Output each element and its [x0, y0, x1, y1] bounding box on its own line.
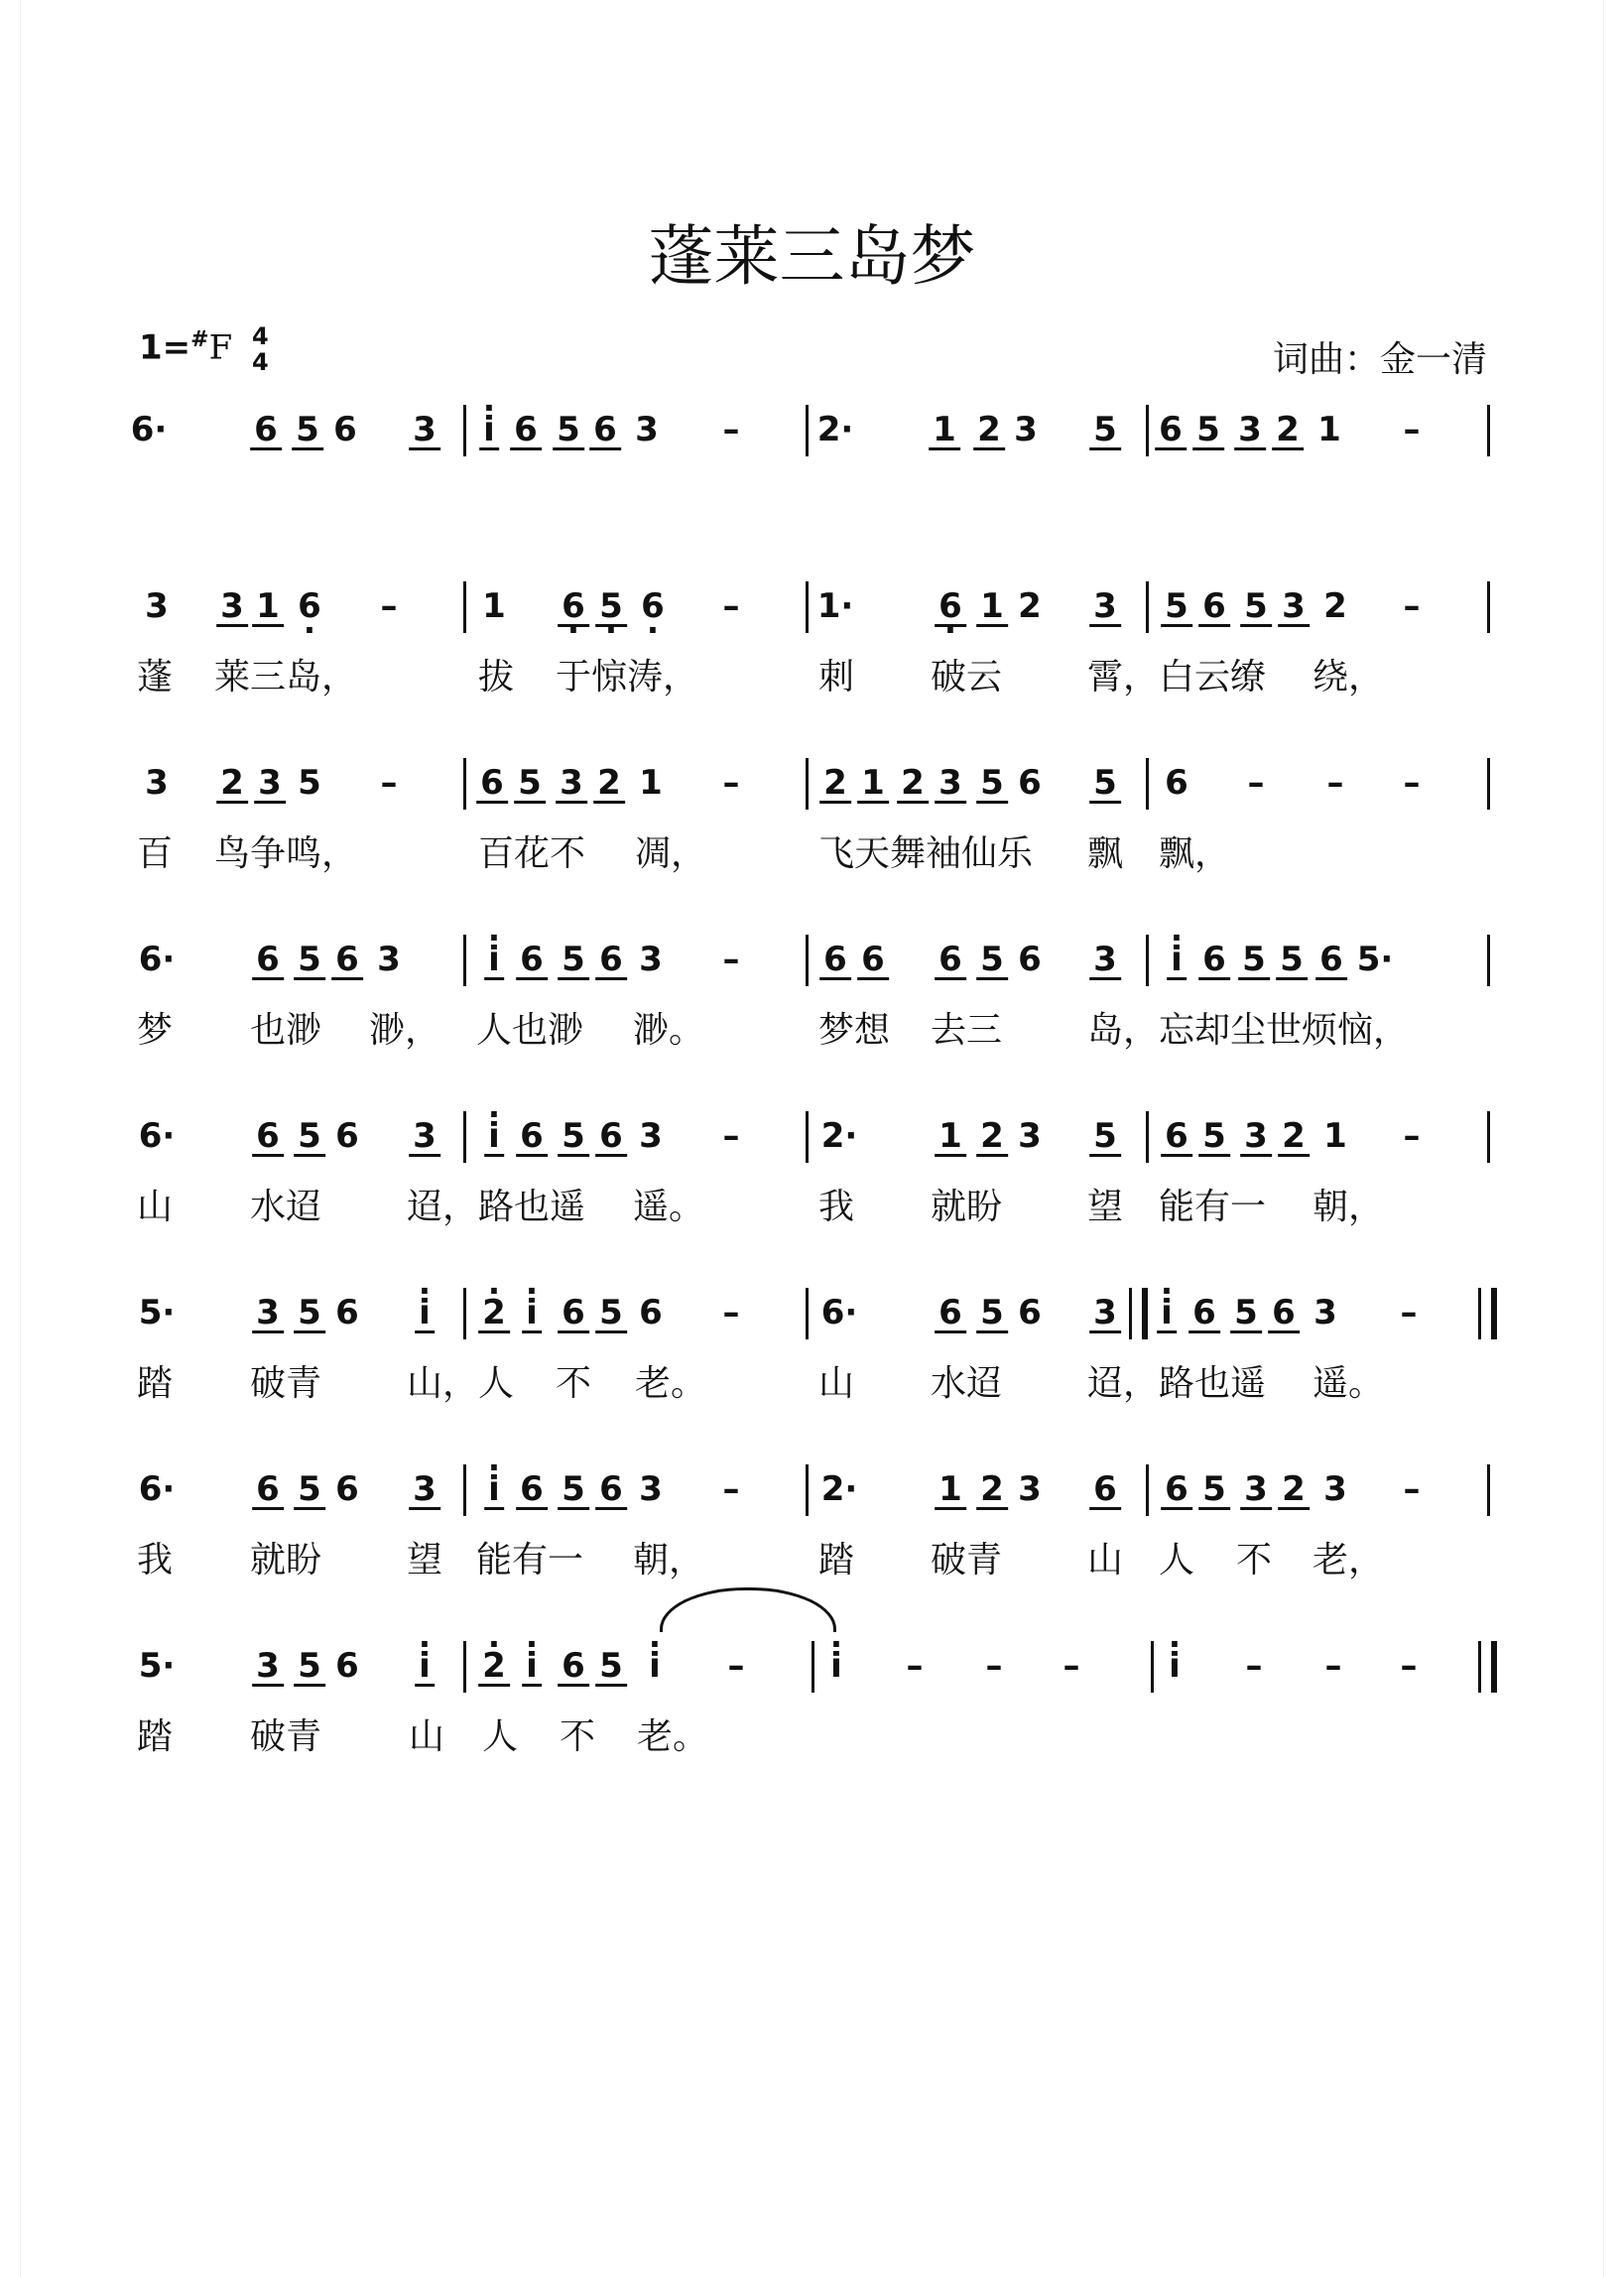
lyric: 梦想	[818, 1010, 891, 1051]
lyric: 拔	[478, 657, 515, 697]
barline	[463, 1288, 466, 1339]
barline	[1487, 1111, 1490, 1163]
barline	[1487, 758, 1490, 810]
note: 6	[562, 1288, 585, 1337]
note: · i	[1161, 1288, 1173, 1337]
note: 6	[593, 405, 617, 454]
barline	[1151, 1641, 1154, 1693]
note: 6·	[138, 940, 176, 979]
note: 6	[599, 1464, 623, 1514]
note: 6	[254, 405, 278, 454]
dash: –	[906, 1646, 924, 1686]
note: 5	[1242, 935, 1266, 984]
dash: –	[1247, 763, 1265, 803]
note: · i	[488, 935, 500, 984]
barline	[463, 1464, 466, 1516]
note: 6	[938, 935, 962, 984]
key-signature	[139, 323, 269, 375]
note: 5	[1280, 935, 1304, 984]
note: 1	[933, 405, 956, 454]
note: 3	[1282, 581, 1306, 631]
lyrics-line-1	[0, 653, 1624, 702]
lyric: 遥。	[1312, 1363, 1385, 1404]
note: 6	[256, 1111, 280, 1161]
note: 2·	[820, 1469, 858, 1509]
dash: –	[722, 763, 740, 803]
note: 2	[901, 758, 925, 808]
barline	[806, 581, 809, 633]
lyrics-line-7	[0, 1712, 1624, 1762]
note: 3	[639, 1469, 663, 1509]
note: 5	[1093, 758, 1117, 808]
note: 6	[333, 410, 357, 449]
lyric: 迢，路也遥	[1087, 1363, 1267, 1404]
lyric: 朝，	[1312, 1187, 1385, 1227]
note: 5	[599, 1288, 623, 1337]
note: 6	[1272, 1288, 1296, 1337]
note: 3	[1323, 1469, 1347, 1509]
note: · i	[419, 1288, 431, 1337]
note: 5	[562, 1464, 585, 1514]
lyric: 朝，	[633, 1540, 705, 1581]
note: · i	[830, 1641, 842, 1691]
note: 5	[1196, 405, 1220, 454]
staff-line-7	[0, 1464, 1624, 1514]
lyrics-line-2	[0, 829, 1624, 879]
note: 6·	[130, 410, 168, 449]
lyric: 山	[1087, 1540, 1124, 1581]
dash: –	[1403, 1469, 1421, 1509]
note: 3	[1018, 1469, 1042, 1509]
dash: –	[722, 410, 740, 449]
note: 6·	[820, 1293, 858, 1332]
lyric: 于惊涛，	[556, 657, 699, 697]
note: 3	[256, 1641, 280, 1691]
lyric: 能有一	[1159, 1187, 1267, 1227]
note: 6	[1018, 763, 1042, 803]
note: 5	[980, 935, 1004, 984]
staff-line-3	[0, 758, 1624, 808]
note: 3	[258, 758, 282, 808]
lyric: 遥。	[633, 1187, 705, 1227]
barline	[1146, 1464, 1149, 1516]
note: · i	[526, 1288, 538, 1337]
lyric: 山	[818, 1363, 855, 1404]
dash: –	[985, 1646, 1003, 1686]
note: 3	[1018, 1116, 1042, 1156]
note: 5·	[138, 1293, 176, 1332]
note: 1	[861, 758, 885, 808]
lyric: 我	[818, 1187, 855, 1227]
dash: –	[722, 1116, 740, 1156]
final-double-barline	[1478, 1288, 1497, 1339]
lyric: 去三	[931, 1010, 1003, 1051]
note: 5	[296, 405, 319, 454]
note: 1	[980, 581, 1004, 631]
dash: –	[1324, 1646, 1342, 1686]
note: 3	[256, 1288, 280, 1337]
note: 3	[1313, 1293, 1337, 1332]
lyric: 也渺	[250, 1010, 322, 1051]
lyric: 霄，白云缭	[1087, 657, 1267, 697]
note: 3	[1244, 1464, 1268, 1514]
lyric: 飘	[1087, 833, 1124, 874]
note: 1·	[816, 586, 854, 626]
note: 5	[557, 405, 580, 454]
note: 5	[298, 1111, 321, 1161]
note: 3	[1014, 410, 1038, 449]
note: 3	[413, 1464, 437, 1514]
dash: –	[380, 763, 398, 803]
note: 3	[560, 758, 583, 808]
note: 6	[823, 935, 847, 984]
note: 6	[861, 935, 885, 984]
note: · i	[483, 405, 495, 454]
note: 6	[520, 1464, 544, 1514]
dash: –	[1326, 763, 1344, 803]
dash: –	[380, 586, 398, 626]
note: 6·	[138, 1116, 176, 1156]
dash: –	[1400, 1646, 1418, 1686]
barline	[1146, 935, 1149, 986]
note: 6	[335, 1293, 359, 1332]
note: 2·	[816, 410, 854, 449]
key-note: F	[208, 327, 233, 368]
note: 6	[480, 758, 504, 808]
note: 2	[980, 1111, 1004, 1161]
note: 6	[938, 1288, 962, 1337]
note: · 2	[482, 1288, 506, 1337]
lyric: 破青	[250, 1363, 322, 1404]
lyric: 望	[1087, 1187, 1124, 1227]
note: · i	[488, 1464, 500, 1514]
barline	[463, 1641, 466, 1693]
note: · 6	[938, 581, 962, 631]
barline	[1146, 1111, 1149, 1163]
note: 5	[980, 758, 1004, 808]
note: 6	[1202, 581, 1226, 631]
note: · i	[526, 1641, 538, 1691]
note: 5	[1093, 405, 1117, 454]
note: 6	[1159, 405, 1183, 454]
note: 6	[1165, 1464, 1188, 1514]
dash: –	[1403, 586, 1421, 626]
note: 1	[482, 586, 506, 626]
lyric: 能有一	[476, 1540, 584, 1581]
note: 6	[335, 935, 359, 984]
staff-line-4	[0, 935, 1624, 984]
dash: –	[1062, 1646, 1080, 1686]
note: 3	[1093, 581, 1117, 631]
lyrics-line-5	[0, 1359, 1624, 1409]
note: 3	[635, 410, 659, 449]
note: 2·	[820, 1116, 858, 1156]
note: 6	[335, 1116, 359, 1156]
note: 6	[256, 935, 280, 984]
lyric: 不	[556, 1363, 592, 1404]
lyrics-line-3	[0, 1006, 1624, 1056]
lyric: 凋，	[635, 833, 707, 874]
lyric: 莱三岛，	[214, 657, 358, 697]
note: 6	[1165, 1111, 1188, 1161]
time-signature	[252, 323, 269, 375]
dash: –	[722, 586, 740, 626]
dash: –	[727, 1646, 745, 1686]
song-title: 蓬莱三岛梦	[648, 218, 976, 295]
note: 5	[1244, 581, 1268, 631]
note: 5·	[138, 1646, 176, 1686]
lyric: 百	[137, 833, 174, 874]
note: · 6	[562, 581, 585, 631]
note: 2	[1282, 1464, 1306, 1514]
note: 2	[1018, 586, 1042, 626]
note: 5	[562, 935, 585, 984]
note: 6	[335, 1469, 359, 1509]
note: 1	[938, 1464, 962, 1514]
lyric: 就盼	[931, 1187, 1003, 1227]
note: · 6	[641, 581, 665, 631]
barline	[1487, 1464, 1490, 1516]
note: · i	[1171, 935, 1183, 984]
note: 6	[514, 405, 538, 454]
final-double-barline	[1478, 1641, 1497, 1693]
note: 2	[220, 758, 244, 808]
staff-line-1	[0, 405, 1624, 454]
note: 3	[1093, 935, 1117, 984]
note: 1	[1317, 410, 1341, 449]
lyric: 人也渺	[476, 1010, 584, 1051]
sharp-sign: #	[190, 327, 209, 353]
lyrics-line-6	[0, 1536, 1624, 1585]
lyric: 老，	[1312, 1540, 1385, 1581]
lyric: 渺，	[369, 1010, 441, 1051]
lyric: 山，人	[407, 1363, 515, 1404]
note: 6	[256, 1464, 280, 1514]
note: 2	[823, 758, 847, 808]
note: 2	[1282, 1111, 1306, 1161]
lyric: 鸟争鸣，	[214, 833, 358, 874]
note: 3	[639, 1116, 663, 1156]
lyrics-line-4	[0, 1183, 1624, 1232]
dash: –	[1403, 763, 1421, 803]
lyric: 人	[1159, 1540, 1195, 1581]
staff-line-2	[0, 581, 1624, 631]
dash: –	[722, 1293, 740, 1332]
lyric: 破青	[931, 1540, 1003, 1581]
lyric: 踏	[137, 1716, 174, 1757]
barline	[806, 1464, 809, 1516]
dash: –	[1403, 410, 1421, 449]
note: 3	[413, 1111, 437, 1161]
barline	[1146, 758, 1149, 810]
note: 5·	[1356, 940, 1394, 979]
lyric: 不	[1236, 1540, 1273, 1581]
note: 6·	[138, 1469, 176, 1509]
note: 6	[1319, 935, 1343, 984]
double-barline	[1129, 1288, 1148, 1339]
note: 1	[256, 581, 280, 631]
note: 1	[938, 1111, 962, 1161]
note: 3	[1238, 405, 1262, 454]
lyric: 水迢	[931, 1363, 1003, 1404]
lyric: 就盼	[250, 1540, 322, 1581]
lyric: 山	[409, 1716, 445, 1757]
lyric: 破云	[931, 657, 1003, 697]
barline	[806, 1288, 809, 1339]
lyric: 岛，忘却尘世烦恼，	[1087, 1010, 1410, 1051]
barline	[1487, 935, 1490, 986]
lyric: 飘，	[1159, 833, 1231, 874]
dash: –	[1403, 1116, 1421, 1156]
lyric: 破青	[250, 1716, 322, 1757]
note: 6	[520, 935, 544, 984]
dash: –	[722, 1469, 740, 1509]
lyric: 踏	[137, 1363, 174, 1404]
lyric: 不	[560, 1716, 596, 1757]
note: 3	[377, 940, 401, 979]
dash: –	[722, 940, 740, 979]
note: 6	[1202, 935, 1226, 984]
lyric: 蓬	[137, 657, 174, 697]
note: 5	[980, 1288, 1004, 1337]
note: · i	[649, 1641, 661, 1691]
note: 3	[639, 940, 663, 979]
barline	[463, 581, 466, 633]
note: 3	[220, 581, 244, 631]
note: 6	[639, 1293, 663, 1332]
lyric: 我	[137, 1540, 174, 1581]
dash: –	[1245, 1646, 1263, 1686]
note: 2	[977, 405, 1001, 454]
note: 2	[980, 1464, 1004, 1514]
note: 2	[1276, 405, 1300, 454]
lyric: 山	[137, 1187, 174, 1227]
lyric: 渺。	[633, 1010, 705, 1051]
note: 5	[562, 1111, 585, 1161]
note: 1	[639, 763, 663, 803]
note: 6	[562, 1641, 585, 1691]
note: 3	[1244, 1111, 1268, 1161]
barline	[463, 405, 466, 456]
lyric: 刺	[818, 657, 855, 697]
note: · 5	[599, 581, 623, 631]
lyric: 老。	[635, 1363, 707, 1404]
note: 6	[1192, 1288, 1216, 1337]
barline	[463, 935, 466, 986]
note: 6	[1093, 1464, 1117, 1514]
note: 5	[298, 935, 321, 984]
lyric: 梦	[137, 1010, 174, 1051]
note: 5	[1093, 1111, 1117, 1161]
lyric: 绕，	[1312, 657, 1385, 697]
staff-line-8	[0, 1641, 1624, 1691]
lyric: 百花不	[478, 833, 586, 874]
time-denominator: 4	[252, 348, 269, 376]
barline	[1487, 405, 1490, 456]
barline	[1146, 405, 1149, 456]
note: 1	[1323, 1116, 1347, 1156]
note: 5	[298, 1288, 321, 1337]
lyric: 望	[407, 1540, 443, 1581]
note: 5	[1165, 581, 1188, 631]
note: 5	[298, 1641, 321, 1691]
barline	[806, 935, 809, 986]
note: 5	[1202, 1464, 1226, 1514]
author-credit: 词曲：金一清	[1272, 339, 1487, 380]
lyric: 人	[482, 1716, 519, 1757]
note: 3	[1093, 1288, 1117, 1337]
barline	[1487, 581, 1490, 633]
barline	[806, 405, 809, 456]
note: 6	[1165, 763, 1188, 803]
note: 3	[938, 758, 962, 808]
note: 5	[298, 1464, 321, 1514]
staff-line-6	[0, 1288, 1624, 1337]
staff-line-5	[0, 1111, 1624, 1161]
note: · i	[488, 1111, 500, 1161]
tie-arc	[660, 1587, 836, 1632]
note: 6	[1018, 1293, 1042, 1332]
note: · i	[419, 1641, 431, 1691]
note: · 6	[298, 581, 321, 631]
note: 6	[520, 1111, 544, 1161]
note: · i	[1169, 1641, 1181, 1691]
barline	[463, 1111, 466, 1163]
barline	[463, 758, 466, 810]
note: 5	[599, 1641, 623, 1691]
barline	[812, 1641, 814, 1693]
note: 6	[599, 1111, 623, 1161]
barline	[1146, 581, 1149, 633]
note: 3	[413, 405, 437, 454]
time-numerator: 4	[252, 322, 269, 350]
lyric: 水迢	[250, 1187, 322, 1227]
note: 5	[298, 763, 321, 803]
note: 3	[145, 763, 169, 803]
note: 6	[335, 1646, 359, 1686]
note: 6	[599, 935, 623, 984]
lyric: 迢，路也遥	[407, 1187, 586, 1227]
note: · 2	[482, 1641, 506, 1691]
lyric: 踏	[818, 1540, 855, 1581]
barline	[806, 1111, 809, 1163]
barline	[806, 758, 809, 810]
note: 2	[597, 758, 621, 808]
note: 3	[145, 586, 169, 626]
note: 5	[1234, 1288, 1258, 1337]
lyric: 老。	[637, 1716, 709, 1757]
lyric: 飞天舞袖仙乐	[818, 833, 1034, 874]
dash: –	[1400, 1293, 1418, 1332]
note: 5	[518, 758, 542, 808]
note: 6	[1018, 940, 1042, 979]
note: 5	[1202, 1111, 1226, 1161]
key-tonic: 1=	[139, 327, 191, 368]
note: 2	[1323, 586, 1347, 626]
